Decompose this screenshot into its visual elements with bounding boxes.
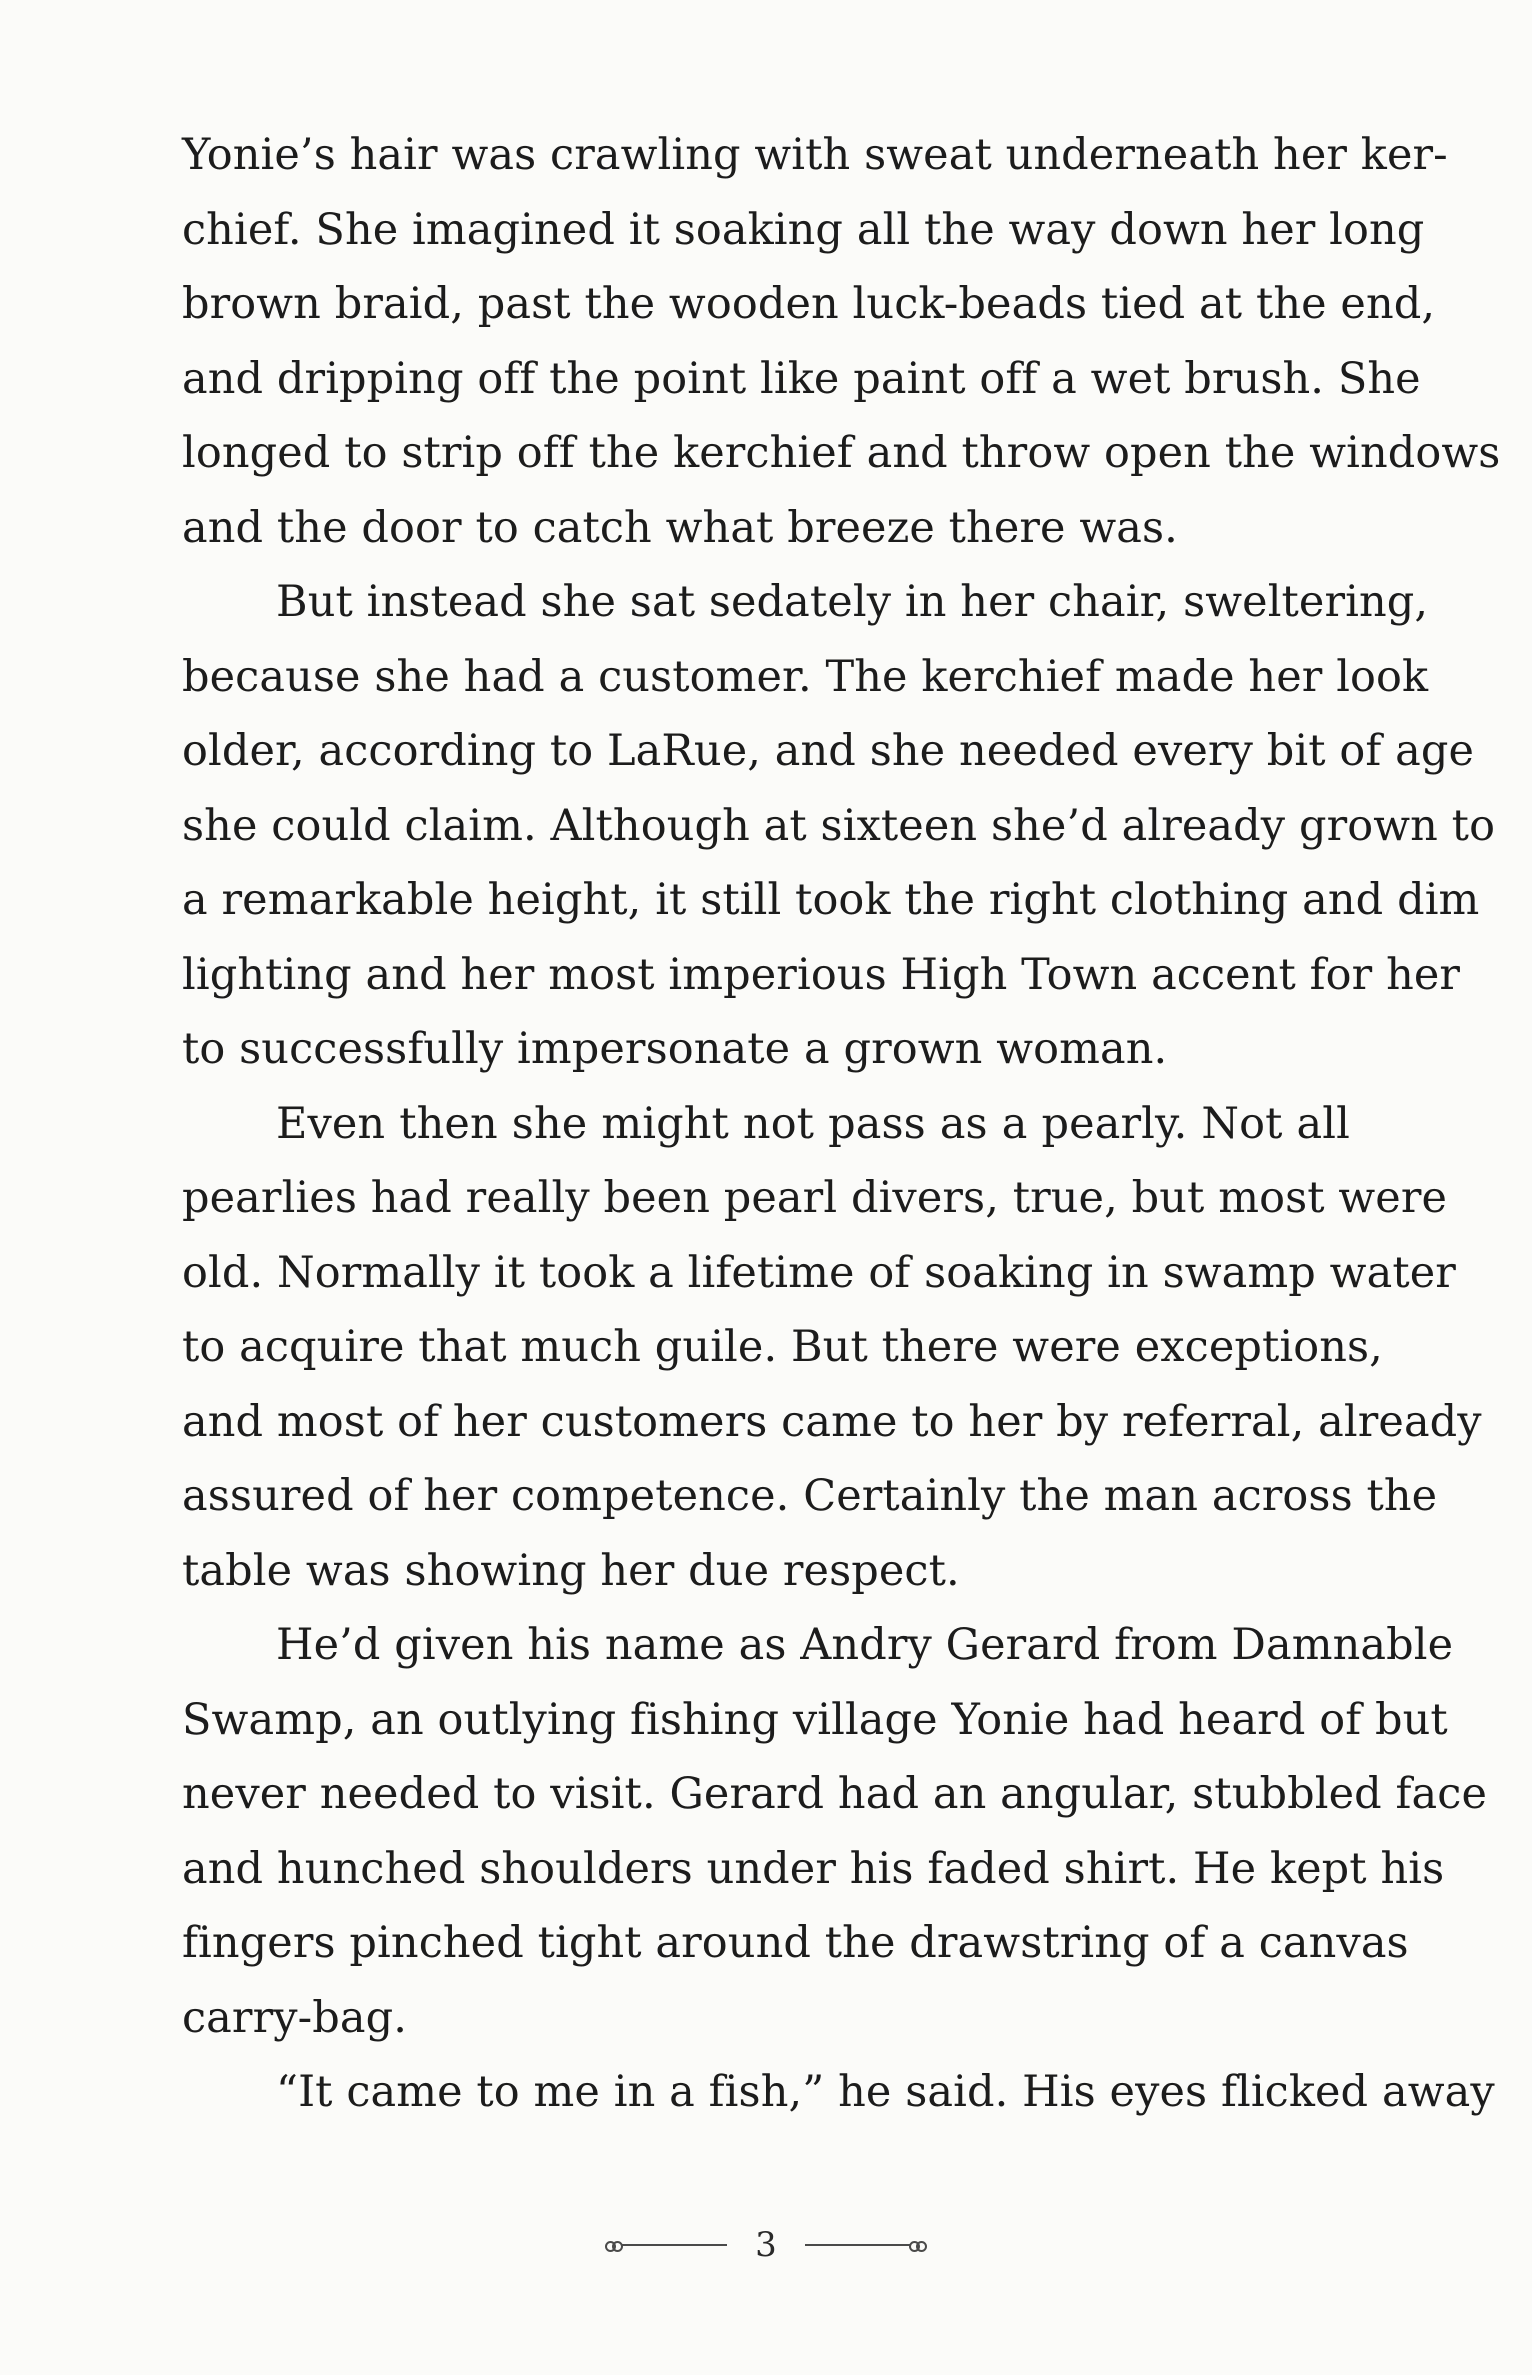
text-line: longed to strip off the kerchief and throw open the windows [182,428,1501,478]
text-line: she could claim. Although at sixteen she’d already grown to [182,800,1496,851]
left-ornament-icon [607,2238,727,2252]
text-line: lighting and her most imperious High Town accent for her [182,949,1461,1000]
text-line: “It came to me in a fish,” he said. His eyes flicked away [276,2067,1495,2117]
text-line: a remarkable height, it still took the right clothing and dim [182,875,1480,925]
text-line: and most of her customers came to her by referral, already [182,1396,1482,1447]
text-line: Swamp, an outlying fishing village Yonie had heard of but [182,1694,1448,1745]
text-line: He’d given his name as Andry Gerard from Damnable [276,1620,1454,1670]
text-line: carry-bag. [182,1992,408,2043]
text-line: assured of her competence. Certainly the man across the [182,1471,1438,1521]
text-line: table was showing her due respect. [182,1545,960,1596]
text-line: brown braid, past the wooden luck-beads tied at the end, [182,279,1436,329]
text-line: old. Normally it took a lifetime of soaking in swamp water [182,1247,1456,1298]
text-line: to acquire that much guile. But there were exceptions, [182,1322,1383,1372]
text-line: and dripping off the point like paint off a wet brush. She [182,353,1421,404]
text-line: never needed to visit. Gerard had an angular, stubbled face [182,1769,1488,1819]
text-line: pearlies had really been pearl divers, true, but most were [182,1173,1448,1223]
text-line: and the door to catch what breeze there was. [182,502,1178,553]
text-line: and hunched shoulders under his faded shirt. He kept his [182,1843,1445,1894]
text-line: to successfully impersonate a grown woman. [182,1024,1168,1074]
right-ornament-icon [805,2238,925,2252]
body-text [182,118,1501,2130]
text-line: Yonie’s hair was crawling with sweat underneath her ker- [182,130,1448,180]
text-line: older, according to LaRue, and she needed every bit of age [182,726,1475,776]
text-line: But instead she sat sedately in her chair, sweltering, [276,577,1429,627]
page-footer [0,2225,1532,2265]
text-line: chief. She imagined it soaking all the way down her long [182,204,1425,255]
text-line: Even then she might not pass as a pearly. Not all [276,1098,1350,1149]
text-line: fingers pinched tight around the drawstring of a canvas [182,1918,1409,1968]
page-number: 3 [755,2225,777,2265]
text-line: because she had a customer. The kerchief made her look [182,651,1429,702]
